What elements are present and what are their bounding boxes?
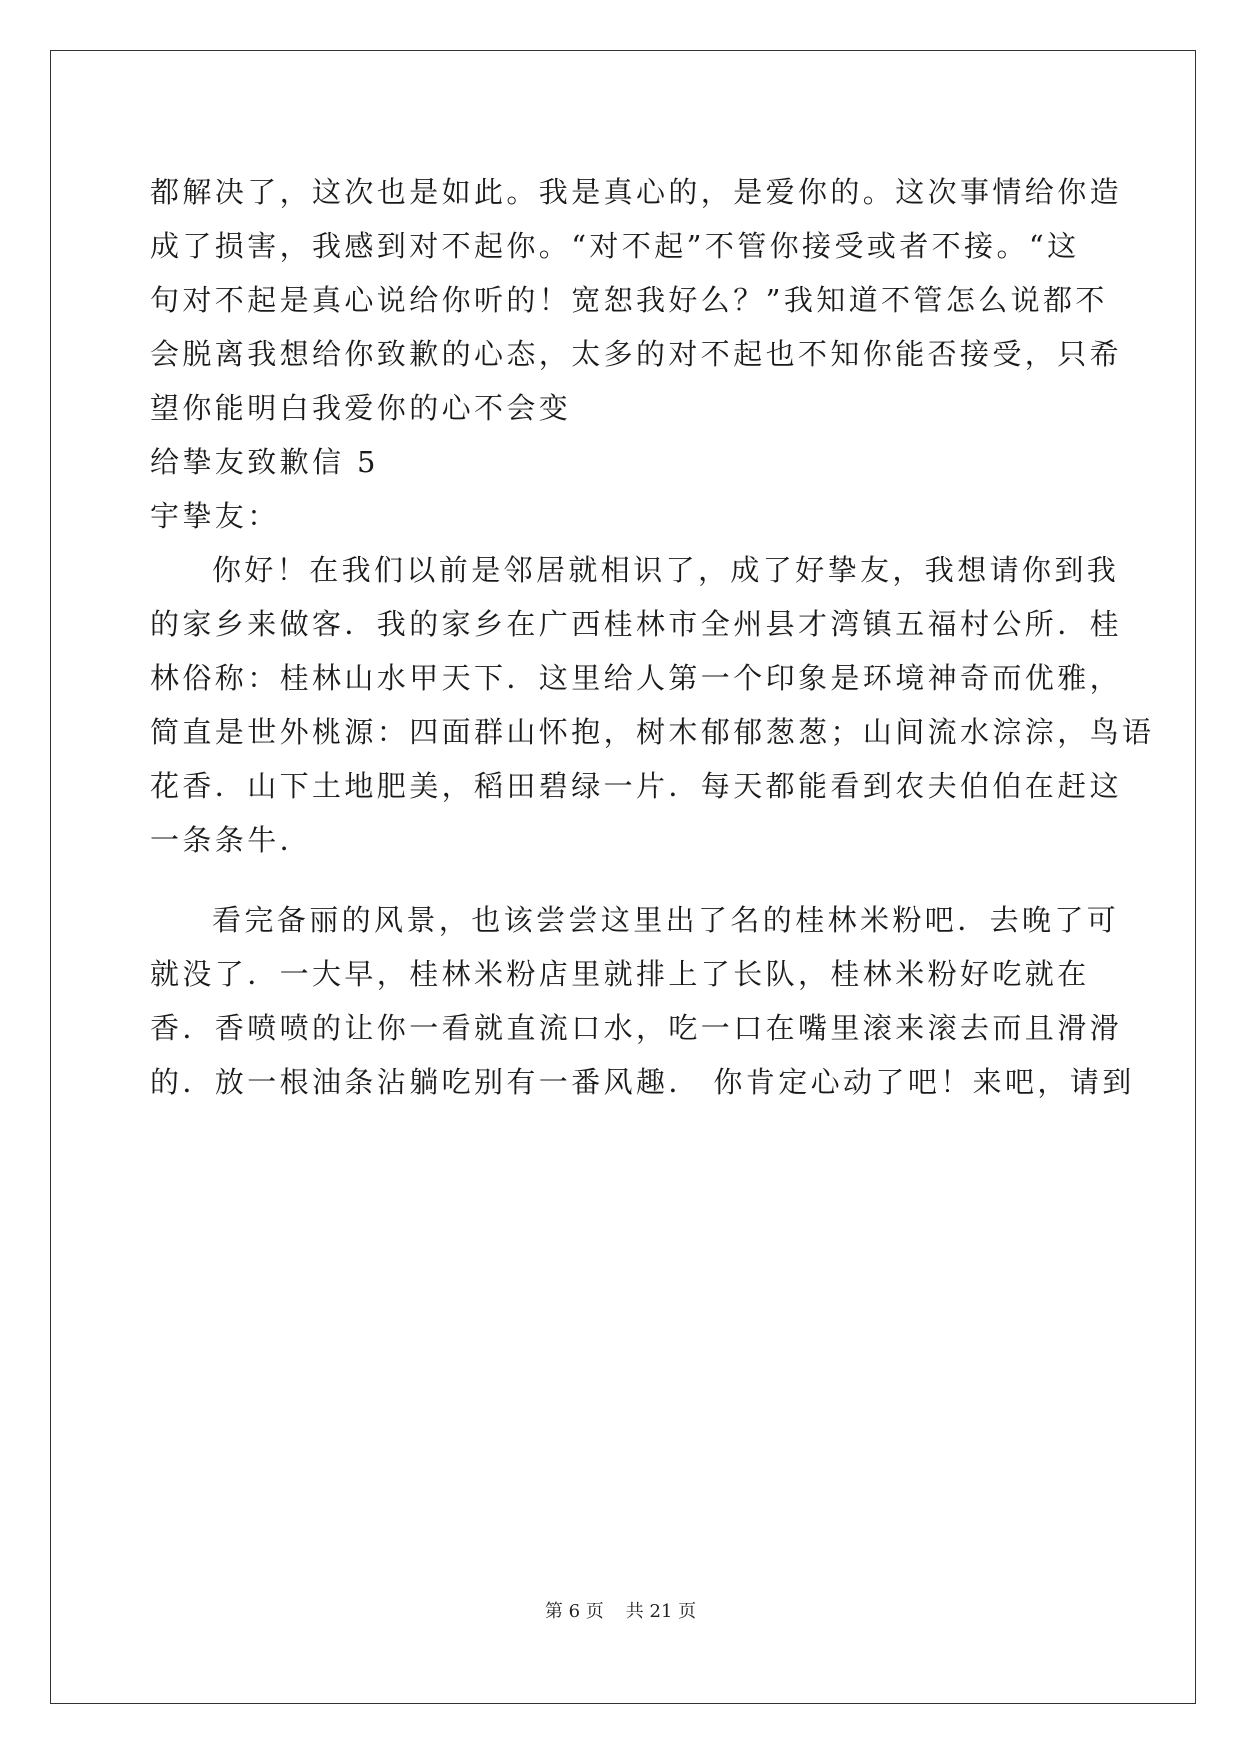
text-line: 林俗称：桂林山水甲天下．这里给人第一个印象是环境神奇而优雅， bbox=[150, 661, 1123, 695]
page-total: 共 21 页 bbox=[625, 1601, 697, 1622]
text-line: 看完备丽的风景，也该尝尝这里出了名的桂林米粉吧．去晚了可 bbox=[212, 903, 1120, 937]
page-number: 第 6 页 bbox=[544, 1601, 604, 1622]
section-heading: 给挚友致歉信 5 bbox=[150, 445, 379, 479]
text-line: 都解决了，这次也是如此。我是真心的，是爱你的。这次事情给你造 bbox=[150, 175, 1123, 209]
text-line: 的．放一根油条沾躺吃别有一番风趣． 你肯定心动了吧！来吧，请到 bbox=[150, 1065, 1135, 1099]
text-line: 香．香喷喷的让你一看就直流口水，吃一口在嘴里滚来滚去而且滑滑 bbox=[150, 1011, 1123, 1045]
text-line: 一条条牛． bbox=[150, 823, 313, 857]
salutation: 宇挚友： bbox=[150, 499, 280, 533]
text-line: 简直是世外桃源：四面群山怀抱，树木郁郁葱葱；山间流水淙淙，鸟语 bbox=[150, 715, 1155, 749]
text-line: 成了损害，我感到对不起你。“对不起”不管你接受或者不接。“这 bbox=[150, 229, 1080, 263]
text-line: 花香．山下土地肥美，稻田碧绿一片．每天都能看到农夫伯伯在赶这 bbox=[150, 769, 1123, 803]
text-line: 句对不起是真心说给你听的！宽恕我好么？”我知道不管怎么说都不 bbox=[150, 283, 1108, 317]
text-line: 你好！在我们以前是邻居就相识了，成了好挚友，我想请你到我 bbox=[212, 553, 1120, 587]
text-line: 就没了．一大早，桂林米粉店里就排上了长队，桂林米粉好吃就在 bbox=[150, 957, 1090, 991]
text-line: 望你能明白我爱你的心不会变 bbox=[150, 391, 572, 425]
page-footer bbox=[0, 1600, 1241, 1624]
text-line: 的家乡来做客．我的家乡在广西桂林市全州县才湾镇五福村公所．桂 bbox=[150, 607, 1123, 641]
text-line: 会脱离我想给你致歉的心态，太多的对不起也不知你能否接受，只希 bbox=[150, 337, 1123, 371]
